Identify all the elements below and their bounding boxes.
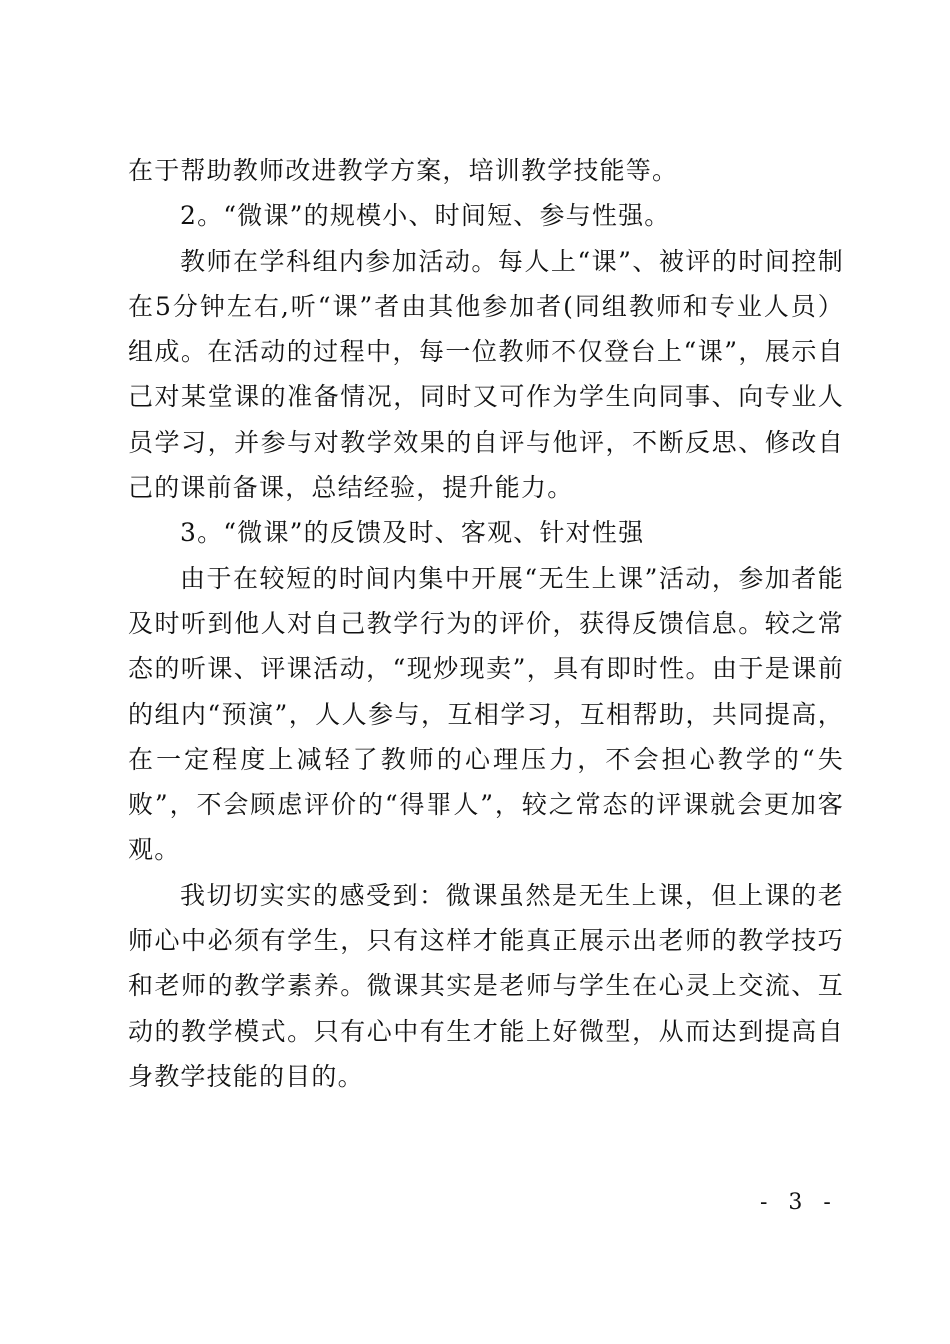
paragraph-activity: 教师在学科组内参加活动。每人上“课”、被评的时间控制在5分钟左右,听“课”者由其他参加者(同组教师和专业人员）组成。在活动的过程中，每一位教师不仅登台上“课”，展示自己对某堂课的准备情况，同时又可作为学生向同事、向专业人员学习，并参与对教学效果的自评与他评，不断反思、修改自己的课前备课，总结经验，提升能力。 (128, 246, 844, 503)
paragraph-reflection: 我切切实实的感受到：微课虽然是无生上课，但上课的老师心中必须有学生，只有这样才能真正展示出老师的教学技巧和老师的教学素养。微课其实是老师与学生在心灵上交流、互动的教学模式。只有心中有生才能上好微型，从而达到提高自身教学技能的目的。 (128, 880, 844, 1091)
page-number: - 3 - (760, 1190, 838, 1215)
section-heading-2: 2。“微课”的规模小、时间短、参与性强。 (180, 201, 671, 231)
section-heading-3: 3。“微课”的反馈及时、客观、针对性强 (180, 518, 645, 548)
paragraph-continuation: 在于帮助教师改进教学方案，培训教学技能等。 (128, 156, 679, 185)
document-body (128, 148, 844, 1099)
paragraph-feedback: 由于在较短的时间内集中开展“无生上课”活动，参加者能及时听到他人对自己教学行为的评价，获得反馈信息。较之常态的听课、评课活动，“现炒现卖”，具有即时性。由于是课前的组内“预演”，人人参与，互相学习，互相帮助，共同提高，在一定程度上减轻了教师的心理压力，不会担心教学的“失败”，不会顾虑评价的“得罪人”，较之常态的评课就会更加客观。 (128, 563, 844, 865)
